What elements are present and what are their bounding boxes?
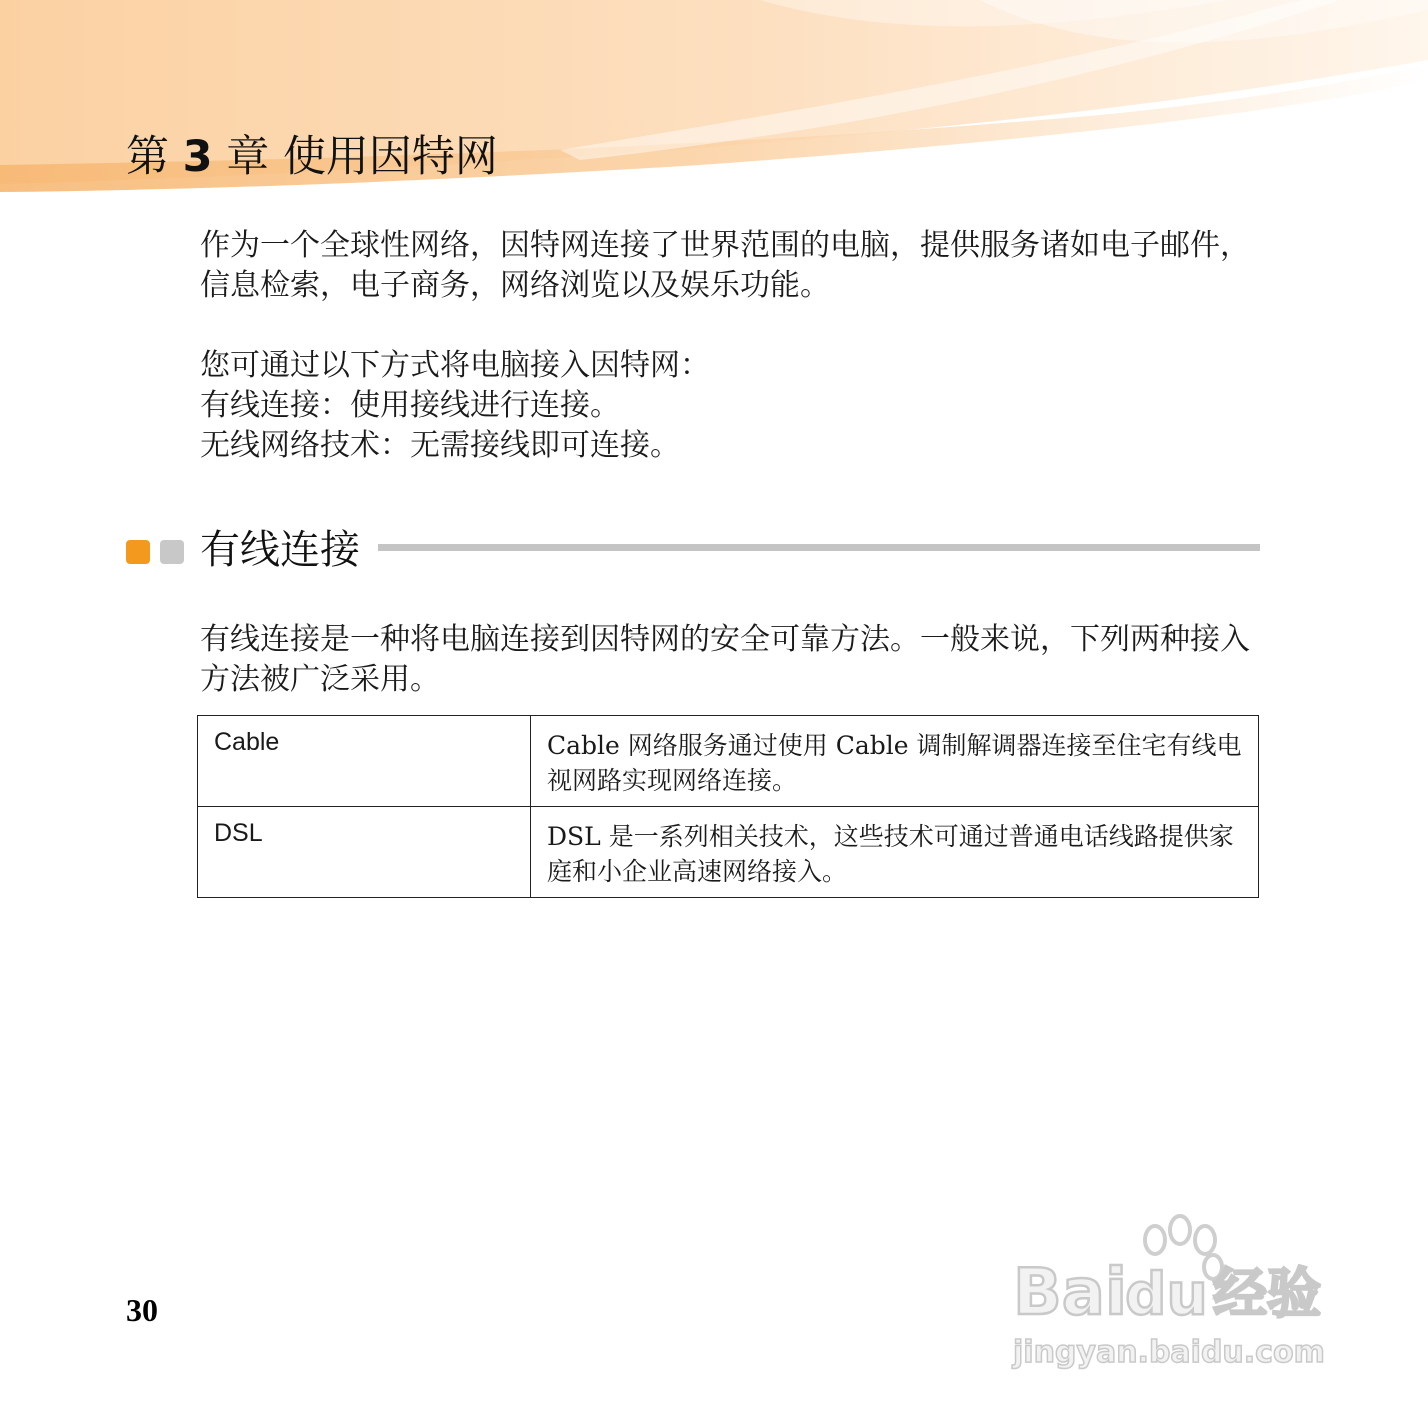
method-description-cell: DSL 是一系列相关技术，这些技术可通过普通电话线路提供家庭和小企业高速网络接入。 <box>531 807 1259 898</box>
connection-ways-lead: 您可通过以下方式将电脑接入因特网： <box>200 348 710 383</box>
way-term: 无线网络技术 <box>200 428 380 463</box>
way-term: 有线连接 <box>200 388 320 423</box>
page-number: 30 <box>126 1292 158 1328</box>
method-description-cell: Cable 网络服务通过使用 Cable 调制解调器连接至住宅有线电视网路实现网络连接。 <box>531 716 1259 807</box>
section-divider-rule <box>378 544 1260 551</box>
way-description: 无需接线即可连接。 <box>410 428 680 463</box>
way-wireless <box>200 426 1260 466</box>
section-heading <box>126 520 1260 580</box>
chapter-prefix: 第 <box>126 132 169 182</box>
way-wired <box>200 386 1260 426</box>
way-separator: ： <box>380 428 410 463</box>
gray-square-bullet-icon <box>160 540 184 564</box>
method-name-cell: DSL <box>198 807 531 898</box>
svg-text:du: du <box>1125 1260 1208 1328</box>
intro-paragraph: 作为一个全球性网络，因特网连接了世界范围的电脑，提供服务诸如电子邮件，信息检索，电子商务，网络浏览以及娱乐功能。 <box>200 228 1250 303</box>
section-title: 有线连接 <box>200 520 366 580</box>
way-description: 使用接线进行连接。 <box>350 388 620 423</box>
baidu-jingyan-watermark-logo <box>1005 1212 1345 1372</box>
method-name-cell: Cable <box>198 716 531 807</box>
way-separator: ： <box>320 388 350 423</box>
svg-text:jingyan.baidu.com: jingyan.baidu.com <box>1013 1335 1325 1370</box>
svg-text:Bai: Bai <box>1013 1256 1127 1330</box>
orange-square-bullet-icon <box>126 540 150 564</box>
chapter-number: 3 <box>182 132 213 182</box>
chapter-name: 使用因特网 <box>282 132 498 182</box>
chapter-suffix: 章 <box>226 132 270 182</box>
access-methods-table <box>197 715 1259 898</box>
svg-text:经验: 经验 <box>1213 1262 1321 1325</box>
table-row <box>198 807 1259 898</box>
table-row <box>198 716 1259 807</box>
section-paragraph: 有线连接是一种将电脑连接到因特网的安全可靠方法。一般来说，下列两种接入方法被广泛采用。 <box>200 622 1250 697</box>
chapter-title <box>126 128 498 186</box>
connection-ways <box>200 346 1260 466</box>
